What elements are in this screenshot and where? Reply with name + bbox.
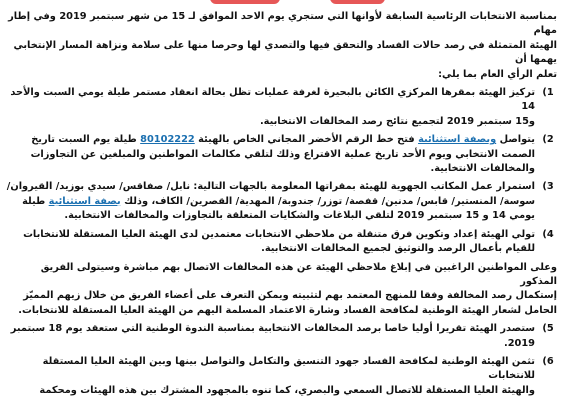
- statement-body: [4, 10, 557, 398]
- item-line: إستكمال رصد المخالفة وفقا للمنهج المعتمد بهم لتثبيته ويمكن التعرف على أعضاء الفريق من خلال زيهم المميّز: [23, 290, 557, 302]
- item-text: يتواصل: [496, 134, 535, 146]
- item-line: ستصدر الهيئة تقريرا أوليا خاصا برصد المخالفات الانتخابية بمناسبة الندوة الوطنية التي ستعقد يوم 18 سبتمبر: [10, 323, 535, 335]
- item-line: الصمت الانتخابي ويوم الأحد تاريخ عملية الاقتراع وذلك لتلقي مكالمات المواطنين والمبلغين عن التجاوزات: [30, 148, 535, 160]
- item-text: طيلة يوم السبت تاريخ: [31, 134, 141, 146]
- item-line: والهيئة العليا المستقلة للاتصال السمعي والبصري، كما تنوه بالمجهود المشترك بين هذه الهيئات ومحكمة: [39, 384, 535, 396]
- item-number: 1): [542, 87, 554, 99]
- item-text: طيلة: [22, 195, 49, 207]
- item-line: [4, 195, 535, 209]
- item-number: 2): [542, 134, 554, 146]
- list-item-1: [4, 86, 557, 129]
- intro-line: تعلم الرأي العام بما يلي:: [438, 68, 557, 80]
- item-text: سوسة/ المنستير/ قابس/ مدنين/ قفصة/ توزر/ جندوبة/ المهدية/ القصرين/ الكاف، وذلك: [120, 195, 535, 207]
- item-number: 3): [542, 181, 554, 193]
- item-line: [4, 133, 535, 147]
- item-line: للقيام بأعمال الرصد والتوثيق لجميع المخالفات الانتخابية.: [261, 243, 535, 255]
- intro-line: بمناسبة الانتخابات الرئاسية السابقة لأوانها التي ستجري يوم الاحد الموافق لـ 15 من شهر سبتمبر 2019 وفي إطار مهام: [8, 11, 557, 37]
- exceptional-highlight: بصفة استثنائية: [48, 195, 121, 207]
- item-line: وعلى المواطنين الراغبين في إبلاغ ملاحظي الهيئة عن هذه المخالفات الاتصال بهم مباشرة وسيتولى الفريق المذكور: [40, 261, 557, 287]
- list-item-2: [4, 133, 557, 176]
- item-line: والمخالفات الانتخابية.: [430, 163, 535, 175]
- item-line: يومي 14 و 15 سبتمبر 2019 لتلقي البلاغات والشكايات المتعلقة بالتجاوزات والمخالفات الانتخابية.: [64, 210, 535, 222]
- item-number: 6): [542, 355, 554, 367]
- header-decoration: [0, 0, 567, 6]
- item-line: تولي الهيئة إعداد وتكوين فرق متنقلة من ملاحظي الانتخابات معتمدين لدى الهيئة العليا المستقلة للانتخابات: [23, 228, 535, 240]
- exceptional-highlight: وبصفة استثنائية: [418, 134, 497, 146]
- item-line: تركيز الهيئة بمقرها المركزي الكائن بالبحيرة لغرفة عمليات تظل بحالة انعقاد مستمر طيلة يومي السبت والأحد 14: [10, 87, 535, 113]
- header-decoration-shape: [210, 0, 280, 4]
- item-text: فتح خط الرقم الأخضر المجاني الخاص بالهيئة: [194, 134, 419, 146]
- item-line: 2019.: [503, 337, 535, 349]
- item-number: 4): [542, 228, 554, 240]
- item-line: تثمن الهيئة الوطنية لمكافحة الفساد جهود التنسيق والتكامل والتواصل بينها وبين الهيئة العليا المستقلة للانتخابات: [42, 355, 535, 382]
- green-number: 80102222: [140, 134, 195, 146]
- item-line: و15 سبتمبر 2019 لتجميع نتائج رصد المخالفات الانتخابية.: [259, 115, 535, 127]
- intro-paragraph: [4, 10, 557, 82]
- list-item-4: [4, 228, 557, 257]
- intro-line: الهيئة المتمثلة في رصد حالات الفساد والتحقق فيها والتصدي لها وحرصا منها على سلامة ونزاهة المسار الإنتخابي يهمها أن: [13, 39, 557, 66]
- observers-paragraph: [4, 261, 557, 319]
- item-line: الحامل لشعار الهيئة الوطنية لمكافحة الفساد وشارة الاعتماد المسلمة اليهم من الهيئة العليا المستقلة للانتخابات.: [18, 304, 557, 316]
- list-item-6: [4, 355, 557, 398]
- item-line: استمرار عمل المكاتب الجهوية للهيئة بمقراتها المعلومة بالجهات التالية: نابل/ صفاقس/ سيدي بوزيد/ القيروان/: [6, 181, 535, 193]
- list-item-5: [4, 322, 557, 351]
- list-item-3: [4, 180, 557, 223]
- header-decoration-shape: [330, 0, 385, 4]
- item-number: 5): [542, 323, 554, 335]
